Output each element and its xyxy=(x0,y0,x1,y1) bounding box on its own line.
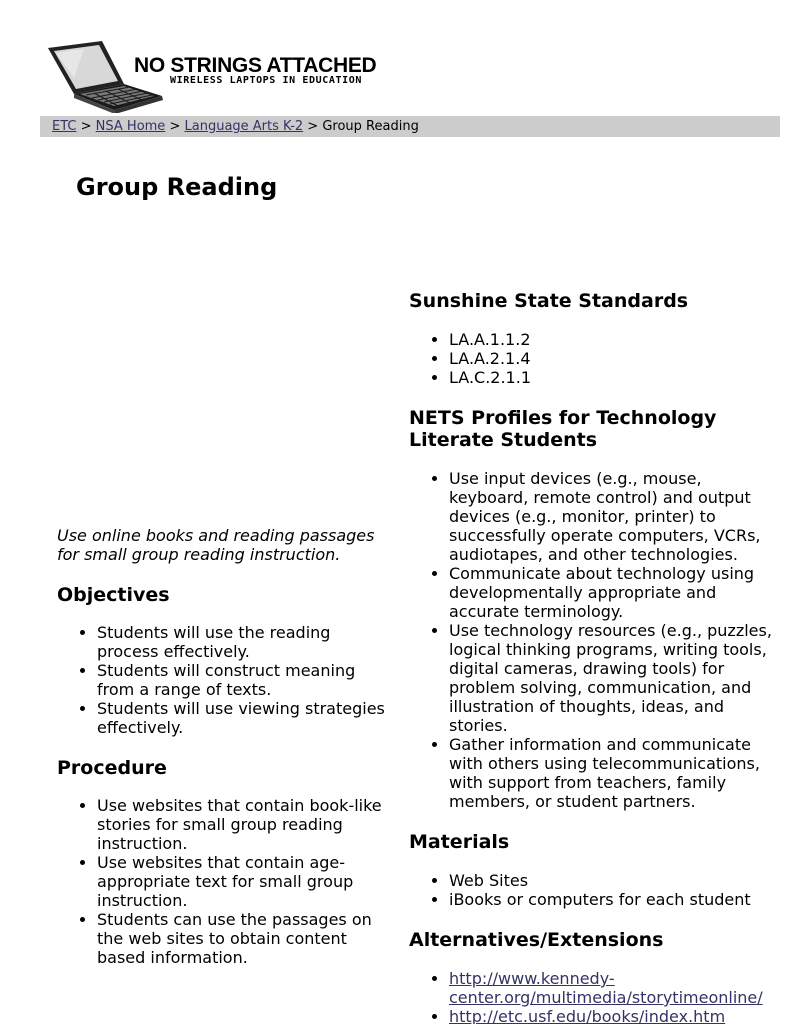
list-item: • Students will construct meaning from a range of texts. xyxy=(97,661,387,699)
breadcrumb-link-nsa-home[interactable]: NSA Home xyxy=(95,119,166,134)
site-logo[interactable] xyxy=(44,38,404,114)
breadcrumb-current: Group Reading xyxy=(322,119,419,134)
breadcrumb-separator: > xyxy=(307,119,319,134)
lesson-summary: Use online books and reading passages for small group reading instruction. xyxy=(57,526,375,564)
procedure-list xyxy=(57,796,387,967)
list-item: • Use technology resources (e.g., puzzles, logical thinking programs, writing tools, digital cameras, drawing tools) for problem solving, communication, and illustration of thoughts, ideas, and stories. xyxy=(449,621,779,735)
breadcrumb xyxy=(40,116,780,137)
list-item: • Communicate about technology using developmentally appropriate and accurate terminology. xyxy=(449,564,779,621)
standards-list xyxy=(409,330,779,387)
logo-title: NO STRINGS ATTACHED xyxy=(134,54,377,77)
breadcrumb-link-language-arts[interactable]: Language Arts K-2 xyxy=(184,119,304,134)
breadcrumb-separator: > xyxy=(80,119,92,134)
list-item xyxy=(449,1007,779,1024)
nets-list xyxy=(409,469,779,811)
list-item: • LA.C.2.1.1 xyxy=(449,368,779,387)
nets-heading: NETS Profiles for Technology Literate Students xyxy=(409,407,717,451)
link-kennedy-center[interactable]: http://www.kennedy-center.org/multimedia/storytimeonline/ xyxy=(449,969,763,1007)
list-item: • Use websites that contain book-like stories for small group reading instruction. xyxy=(97,796,387,853)
right-column xyxy=(409,290,779,1024)
logo-subtitle: WIRELESS LAPTOPS IN EDUCATION xyxy=(170,75,362,86)
lesson-image-placeholder xyxy=(57,210,377,526)
list-item: • LA.A.1.1.2 xyxy=(449,330,779,349)
procedure-heading: Procedure xyxy=(57,757,167,779)
list-item: • iBooks or computers for each student xyxy=(449,890,779,909)
materials-heading: Materials xyxy=(409,831,510,853)
breadcrumb-link-etc[interactable]: ETC xyxy=(52,119,77,134)
page-title: Group Reading xyxy=(76,173,278,201)
left-column xyxy=(57,210,387,987)
list-item: • Use input devices (e.g., mouse, keyboard, remote control) and output devices (e.g., monitor, printer) to successfully operate computers, VCRs, audiotapes, and other technologies. xyxy=(449,469,779,564)
breadcrumb-separator: > xyxy=(169,119,181,134)
link-etc-books[interactable]: http://etc.usf.edu/books/index.htm xyxy=(449,1007,726,1024)
list-item: • Use websites that contain age-appropriate text for small group instruction. xyxy=(97,853,387,910)
list-item: • Web Sites xyxy=(449,871,779,890)
materials-list xyxy=(409,871,779,909)
list-item: • Students will use the reading process effectively. xyxy=(97,623,387,661)
objectives-list xyxy=(57,623,387,737)
objectives-heading: Objectives xyxy=(57,584,170,606)
list-item: • Gather information and communicate with others using telecommunications, with support from teachers, family members, or student partners. xyxy=(449,735,779,811)
list-item: • Students can use the passages on the web sites to obtain content based information. xyxy=(97,910,387,967)
list-item: • Students will use viewing strategies effectively. xyxy=(97,699,387,737)
list-item: • LA.A.2.1.4 xyxy=(449,349,779,368)
alternatives-heading: Alternatives/Extensions xyxy=(409,929,664,951)
alternatives-list xyxy=(409,969,779,1024)
list-item xyxy=(449,969,779,1007)
standards-heading: Sunshine State Standards xyxy=(409,290,689,312)
